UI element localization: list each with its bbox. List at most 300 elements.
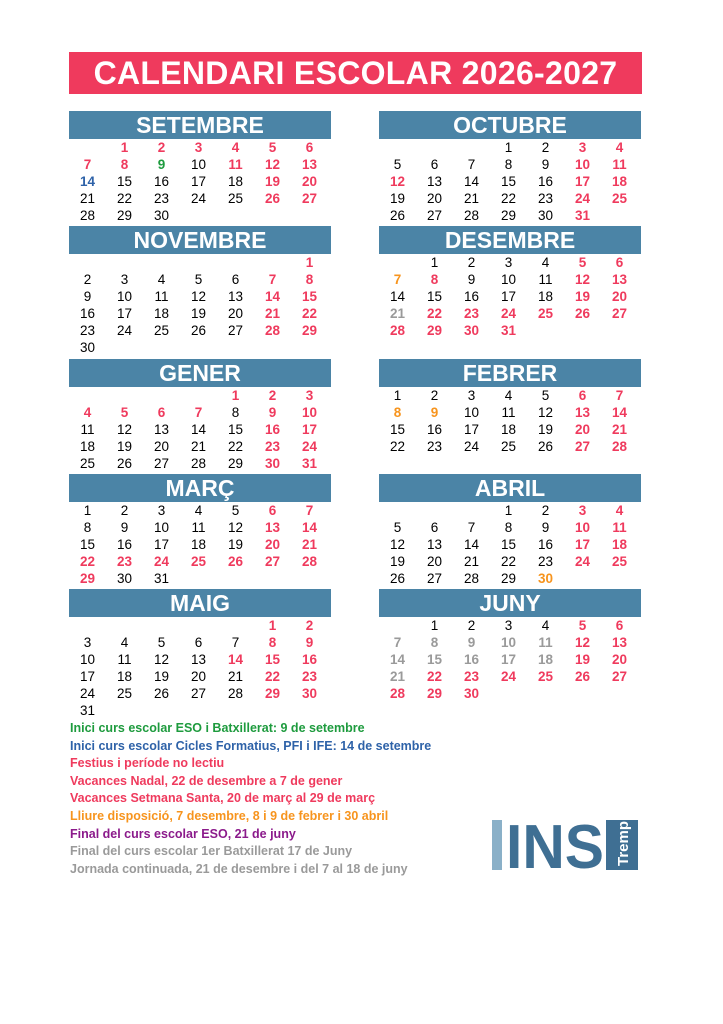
day-cell: 17 <box>301 422 318 437</box>
day-grid <box>69 254 331 356</box>
day-cell: 27 <box>301 191 318 206</box>
day-cell: 30 <box>537 571 554 586</box>
day-cell: 1 <box>268 618 277 633</box>
day-cell: 25 <box>611 191 628 206</box>
day-cell: 22 <box>79 554 96 569</box>
day-cell: 4 <box>504 388 513 403</box>
day-cell: 14 <box>463 174 480 189</box>
day-cell: 19 <box>537 422 554 437</box>
day-cell: 10 <box>463 405 480 420</box>
day-cell: 7 <box>83 157 92 172</box>
day-cell: 30 <box>301 686 318 701</box>
day-cell: 1 <box>83 503 92 518</box>
day-cell: 8 <box>305 272 314 287</box>
month-8 <box>69 589 331 719</box>
day-cell: 24 <box>79 686 96 701</box>
day-cell: 27 <box>153 456 170 471</box>
day-cell: 4 <box>157 272 166 287</box>
day-cell: 23 <box>301 669 318 684</box>
empty-cell <box>143 617 180 634</box>
day-grid <box>379 617 641 702</box>
day-cell: 15 <box>500 537 517 552</box>
month-header: JUNY <box>379 589 641 617</box>
day-cell: 13 <box>264 520 281 535</box>
legend-item: Lliure disposició, 7 desembre, 8 i 9 de febrer i 30 abril <box>70 808 389 823</box>
day-cell: 10 <box>500 635 517 650</box>
day-cell: 10 <box>500 272 517 287</box>
day-cell: 14 <box>227 652 244 667</box>
day-cell: 13 <box>301 157 318 172</box>
day-cell: 27 <box>426 571 443 586</box>
month-header: NOVEMBRE <box>69 226 331 254</box>
legend-item: Jornada continuada, 21 de desembre i del 7 al 18 de juny <box>70 861 408 876</box>
day-cell: 25 <box>611 554 628 569</box>
day-cell: 5 <box>120 405 129 420</box>
day-cell: 19 <box>116 439 133 454</box>
day-cell: 3 <box>578 140 587 155</box>
day-cell: 23 <box>537 191 554 206</box>
day-cell: 5 <box>578 618 587 633</box>
day-cell: 9 <box>157 157 166 172</box>
day-cell: 9 <box>430 405 439 420</box>
day-cell: 2 <box>467 618 476 633</box>
day-cell: 6 <box>430 520 439 535</box>
day-cell: 28 <box>463 571 480 586</box>
day-cell: 20 <box>153 439 170 454</box>
day-cell: 9 <box>268 405 277 420</box>
day-cell: 12 <box>389 537 406 552</box>
day-cell: 30 <box>79 340 96 355</box>
day-cell: 1 <box>393 388 402 403</box>
day-cell: 1 <box>504 140 513 155</box>
day-cell: 29 <box>79 571 96 586</box>
day-cell: 7 <box>231 635 240 650</box>
day-cell: 16 <box>116 537 133 552</box>
day-cell: 4 <box>615 503 624 518</box>
legend-item: Inici curs escolar Cicles Formatius, PFI i IFE: 14 de setembre <box>70 738 432 753</box>
day-cell: 4 <box>541 618 550 633</box>
day-cell: 2 <box>268 388 277 403</box>
day-cell: 17 <box>116 306 133 321</box>
day-cell: 28 <box>611 439 628 454</box>
day-cell: 21 <box>463 191 480 206</box>
day-cell: 6 <box>157 405 166 420</box>
day-cell: 16 <box>426 422 443 437</box>
empty-cell <box>379 139 416 156</box>
day-cell: 7 <box>467 520 476 535</box>
day-cell: 28 <box>79 208 96 223</box>
day-cell: 6 <box>615 255 624 270</box>
day-cell: 16 <box>79 306 96 321</box>
day-cell: 10 <box>301 405 318 420</box>
day-cell: 29 <box>500 208 517 223</box>
day-cell: 30 <box>463 686 480 701</box>
day-cell: 20 <box>190 669 207 684</box>
day-cell: 2 <box>541 503 550 518</box>
day-cell: 9 <box>541 157 550 172</box>
day-cell: 3 <box>578 503 587 518</box>
day-cell: 25 <box>153 323 170 338</box>
month-header: OCTUBRE <box>379 111 641 139</box>
day-cell: 26 <box>574 306 591 321</box>
month-header: SETEMBRE <box>69 111 331 139</box>
day-cell: 29 <box>426 323 443 338</box>
empty-cell <box>416 502 453 519</box>
empty-cell <box>379 617 416 634</box>
day-cell: 20 <box>426 191 443 206</box>
day-cell: 31 <box>153 571 170 586</box>
day-cell: 26 <box>153 686 170 701</box>
day-cell: 27 <box>227 323 244 338</box>
month-header: ABRIL <box>379 474 641 502</box>
day-cell: 1 <box>430 255 439 270</box>
day-cell: 27 <box>611 306 628 321</box>
empty-cell <box>453 139 490 156</box>
month-2 <box>69 226 331 356</box>
empty-cell <box>180 387 217 404</box>
day-cell: 23 <box>537 554 554 569</box>
empty-cell <box>217 617 254 634</box>
day-cell: 21 <box>389 669 406 684</box>
day-cell: 2 <box>467 255 476 270</box>
legend-item: Vacances Nadal, 22 de desembre a 7 de gener <box>70 773 343 788</box>
day-cell: 5 <box>268 140 277 155</box>
month-4 <box>69 359 331 472</box>
empty-cell <box>254 254 291 271</box>
day-cell: 4 <box>615 140 624 155</box>
day-grid <box>379 139 641 224</box>
day-cell: 18 <box>537 289 554 304</box>
day-cell: 18 <box>116 669 133 684</box>
day-cell: 19 <box>389 191 406 206</box>
day-grid <box>379 387 641 455</box>
day-cell: 24 <box>574 554 591 569</box>
day-cell: 5 <box>393 157 402 172</box>
day-cell: 22 <box>116 191 133 206</box>
day-cell: 24 <box>116 323 133 338</box>
day-cell: 4 <box>120 635 129 650</box>
day-cell: 28 <box>227 686 244 701</box>
day-cell: 11 <box>538 272 553 287</box>
day-cell: 28 <box>389 686 406 701</box>
day-cell: 16 <box>463 652 480 667</box>
day-cell: 6 <box>268 503 277 518</box>
month-header: GENER <box>69 359 331 387</box>
day-cell: 1 <box>430 618 439 633</box>
legend <box>70 720 431 878</box>
day-cell: 5 <box>393 520 402 535</box>
day-cell: 21 <box>301 537 318 552</box>
day-cell: 11 <box>117 652 132 667</box>
day-cell: 10 <box>153 520 170 535</box>
day-cell: 7 <box>305 503 314 518</box>
day-cell: 11 <box>501 405 516 420</box>
day-cell: 24 <box>500 306 517 321</box>
day-cell: 30 <box>463 323 480 338</box>
day-cell: 8 <box>231 405 240 420</box>
day-cell: 9 <box>83 289 92 304</box>
day-cell: 24 <box>153 554 170 569</box>
day-cell: 6 <box>231 272 240 287</box>
day-cell: 22 <box>264 669 281 684</box>
day-cell: 9 <box>467 272 476 287</box>
day-cell: 30 <box>153 208 170 223</box>
day-cell: 11 <box>538 635 553 650</box>
day-cell: 27 <box>574 439 591 454</box>
empty-cell <box>379 254 416 271</box>
day-cell: 14 <box>79 174 96 189</box>
day-cell: 22 <box>500 191 517 206</box>
day-cell: 13 <box>574 405 591 420</box>
day-cell: 26 <box>227 554 244 569</box>
day-cell: 19 <box>574 289 591 304</box>
day-cell: 3 <box>504 618 513 633</box>
day-cell: 22 <box>389 439 406 454</box>
day-cell: 26 <box>389 208 406 223</box>
day-cell: 24 <box>463 439 480 454</box>
day-cell: 8 <box>120 157 129 172</box>
day-cell: 3 <box>305 388 314 403</box>
day-cell: 11 <box>80 422 95 437</box>
day-cell: 29 <box>264 686 281 701</box>
day-cell: 26 <box>574 669 591 684</box>
day-cell: 8 <box>504 157 513 172</box>
day-cell: 16 <box>537 537 554 552</box>
logo-text: INS <box>506 820 604 870</box>
day-cell: 14 <box>389 289 406 304</box>
day-cell: 17 <box>153 537 170 552</box>
day-cell: 25 <box>500 439 517 454</box>
day-cell: 26 <box>537 439 554 454</box>
day-cell: 19 <box>389 554 406 569</box>
day-cell: 25 <box>190 554 207 569</box>
day-cell: 24 <box>301 439 318 454</box>
day-cell: 7 <box>615 388 624 403</box>
day-cell: 25 <box>537 306 554 321</box>
day-cell: 10 <box>116 289 133 304</box>
legend-item: Final del curs escolar ESO, 21 de juny <box>70 826 296 841</box>
day-cell: 21 <box>389 306 406 321</box>
day-cell: 6 <box>305 140 314 155</box>
day-cell: 17 <box>190 174 207 189</box>
day-cell: 8 <box>268 635 277 650</box>
day-cell: 9 <box>541 520 550 535</box>
day-cell: 18 <box>190 537 207 552</box>
day-cell: 20 <box>227 306 244 321</box>
day-cell: 31 <box>301 456 318 471</box>
month-header: MAIG <box>69 589 331 617</box>
day-cell: 3 <box>120 272 129 287</box>
day-cell: 4 <box>83 405 92 420</box>
day-cell: 29 <box>426 686 443 701</box>
day-cell: 29 <box>500 571 517 586</box>
day-cell: 17 <box>500 652 517 667</box>
day-cell: 24 <box>190 191 207 206</box>
day-cell: 13 <box>227 289 244 304</box>
empty-cell <box>106 254 143 271</box>
day-cell: 22 <box>426 306 443 321</box>
empty-cell <box>379 502 416 519</box>
day-cell: 17 <box>574 537 591 552</box>
day-cell: 11 <box>191 520 206 535</box>
month-3 <box>379 226 641 339</box>
day-cell: 13 <box>426 174 443 189</box>
day-cell: 20 <box>426 554 443 569</box>
day-cell: 28 <box>264 323 281 338</box>
day-cell: 26 <box>190 323 207 338</box>
empty-cell <box>69 617 106 634</box>
month-1 <box>379 111 641 224</box>
day-cell: 30 <box>537 208 554 223</box>
day-cell: 13 <box>153 422 170 437</box>
day-cell: 14 <box>389 652 406 667</box>
day-cell: 2 <box>541 140 550 155</box>
day-cell: 1 <box>504 503 513 518</box>
day-cell: 13 <box>611 635 628 650</box>
day-cell: 6 <box>430 157 439 172</box>
day-cell: 18 <box>79 439 96 454</box>
month-header: FEBRER <box>379 359 641 387</box>
day-cell: 19 <box>264 174 281 189</box>
day-cell: 21 <box>264 306 281 321</box>
day-cell: 19 <box>227 537 244 552</box>
day-cell: 6 <box>615 618 624 633</box>
day-cell: 20 <box>301 174 318 189</box>
day-cell: 29 <box>116 208 133 223</box>
page-title: CALENDARI ESCOLAR 2026-2027 <box>69 52 642 94</box>
day-cell: 18 <box>153 306 170 321</box>
day-cell: 16 <box>153 174 170 189</box>
day-cell: 31 <box>574 208 591 223</box>
day-cell: 30 <box>116 571 133 586</box>
day-cell: 11 <box>228 157 243 172</box>
day-cell: 7 <box>393 272 402 287</box>
month-header: MARÇ <box>69 474 331 502</box>
day-cell: 23 <box>426 439 443 454</box>
day-cell: 3 <box>194 140 203 155</box>
day-cell: 21 <box>611 422 628 437</box>
day-cell: 16 <box>537 174 554 189</box>
legend-item: Festius i període no lectiu <box>70 756 225 771</box>
day-cell: 5 <box>157 635 166 650</box>
day-cell: 21 <box>227 669 244 684</box>
month-header: DESEMBRE <box>379 226 641 254</box>
day-cell: 19 <box>153 669 170 684</box>
day-cell: 12 <box>574 272 591 287</box>
day-cell: 20 <box>264 537 281 552</box>
day-cell: 23 <box>79 323 96 338</box>
day-cell: 20 <box>611 289 628 304</box>
legend-item: Vacances Setmana Santa, 20 de març al 29 de març <box>70 791 376 806</box>
day-cell: 16 <box>463 289 480 304</box>
day-cell: 23 <box>116 554 133 569</box>
empty-cell <box>106 387 143 404</box>
day-cell: 15 <box>79 537 96 552</box>
day-cell: 8 <box>504 520 513 535</box>
day-cell: 12 <box>264 157 281 172</box>
day-cell: 11 <box>612 520 627 535</box>
legend-item: Inici curs escolar ESO i Batxillerat: 9 de setembre <box>70 721 365 735</box>
day-cell: 12 <box>116 422 133 437</box>
month-9 <box>379 589 641 702</box>
day-cell: 3 <box>467 388 476 403</box>
day-cell: 15 <box>500 174 517 189</box>
empty-cell <box>143 387 180 404</box>
day-cell: 22 <box>426 669 443 684</box>
day-cell: 28 <box>463 208 480 223</box>
day-cell: 8 <box>83 520 92 535</box>
day-cell: 15 <box>389 422 406 437</box>
day-cell: 2 <box>120 503 129 518</box>
day-cell: 13 <box>190 652 207 667</box>
day-cell: 7 <box>393 635 402 650</box>
day-cell: 22 <box>227 439 244 454</box>
day-cell: 22 <box>301 306 318 321</box>
day-cell: 11 <box>154 289 169 304</box>
day-cell: 29 <box>301 323 318 338</box>
day-cell: 2 <box>305 618 314 633</box>
day-cell: 1 <box>305 255 314 270</box>
day-cell: 27 <box>190 686 207 701</box>
day-cell: 25 <box>537 669 554 684</box>
day-cell: 17 <box>463 422 480 437</box>
day-cell: 27 <box>264 554 281 569</box>
day-cell: 26 <box>264 191 281 206</box>
day-cell: 18 <box>611 537 628 552</box>
day-grid <box>69 617 331 719</box>
day-cell: 25 <box>79 456 96 471</box>
day-cell: 14 <box>264 289 281 304</box>
day-cell: 10 <box>574 520 591 535</box>
day-cell: 12 <box>574 635 591 650</box>
day-cell: 23 <box>463 669 480 684</box>
day-cell: 15 <box>227 422 244 437</box>
school-logo <box>492 820 638 870</box>
day-cell: 14 <box>301 520 318 535</box>
day-cell: 22 <box>500 554 517 569</box>
day-cell: 3 <box>504 255 513 270</box>
day-cell: 5 <box>231 503 240 518</box>
month-0 <box>69 111 331 224</box>
day-grid <box>379 254 641 339</box>
day-cell: 3 <box>83 635 92 650</box>
day-cell: 14 <box>463 537 480 552</box>
day-cell: 10 <box>574 157 591 172</box>
day-cell: 9 <box>305 635 314 650</box>
day-cell: 19 <box>190 306 207 321</box>
month-7 <box>379 474 641 587</box>
day-cell: 31 <box>500 323 517 338</box>
day-cell: 23 <box>463 306 480 321</box>
day-cell: 20 <box>574 422 591 437</box>
day-cell: 15 <box>264 652 281 667</box>
day-cell: 15 <box>116 174 133 189</box>
day-cell: 10 <box>190 157 207 172</box>
day-cell: 15 <box>426 652 443 667</box>
day-cell: 2 <box>430 388 439 403</box>
day-cell: 26 <box>389 571 406 586</box>
day-cell: 15 <box>301 289 318 304</box>
empty-cell <box>69 139 106 156</box>
day-cell: 12 <box>537 405 554 420</box>
day-cell: 18 <box>500 422 517 437</box>
logo-subtext: Tremp <box>615 820 632 866</box>
day-cell: 15 <box>426 289 443 304</box>
day-grid <box>379 502 641 587</box>
day-grid <box>69 502 331 587</box>
day-cell: 28 <box>190 456 207 471</box>
day-cell: 2 <box>157 140 166 155</box>
